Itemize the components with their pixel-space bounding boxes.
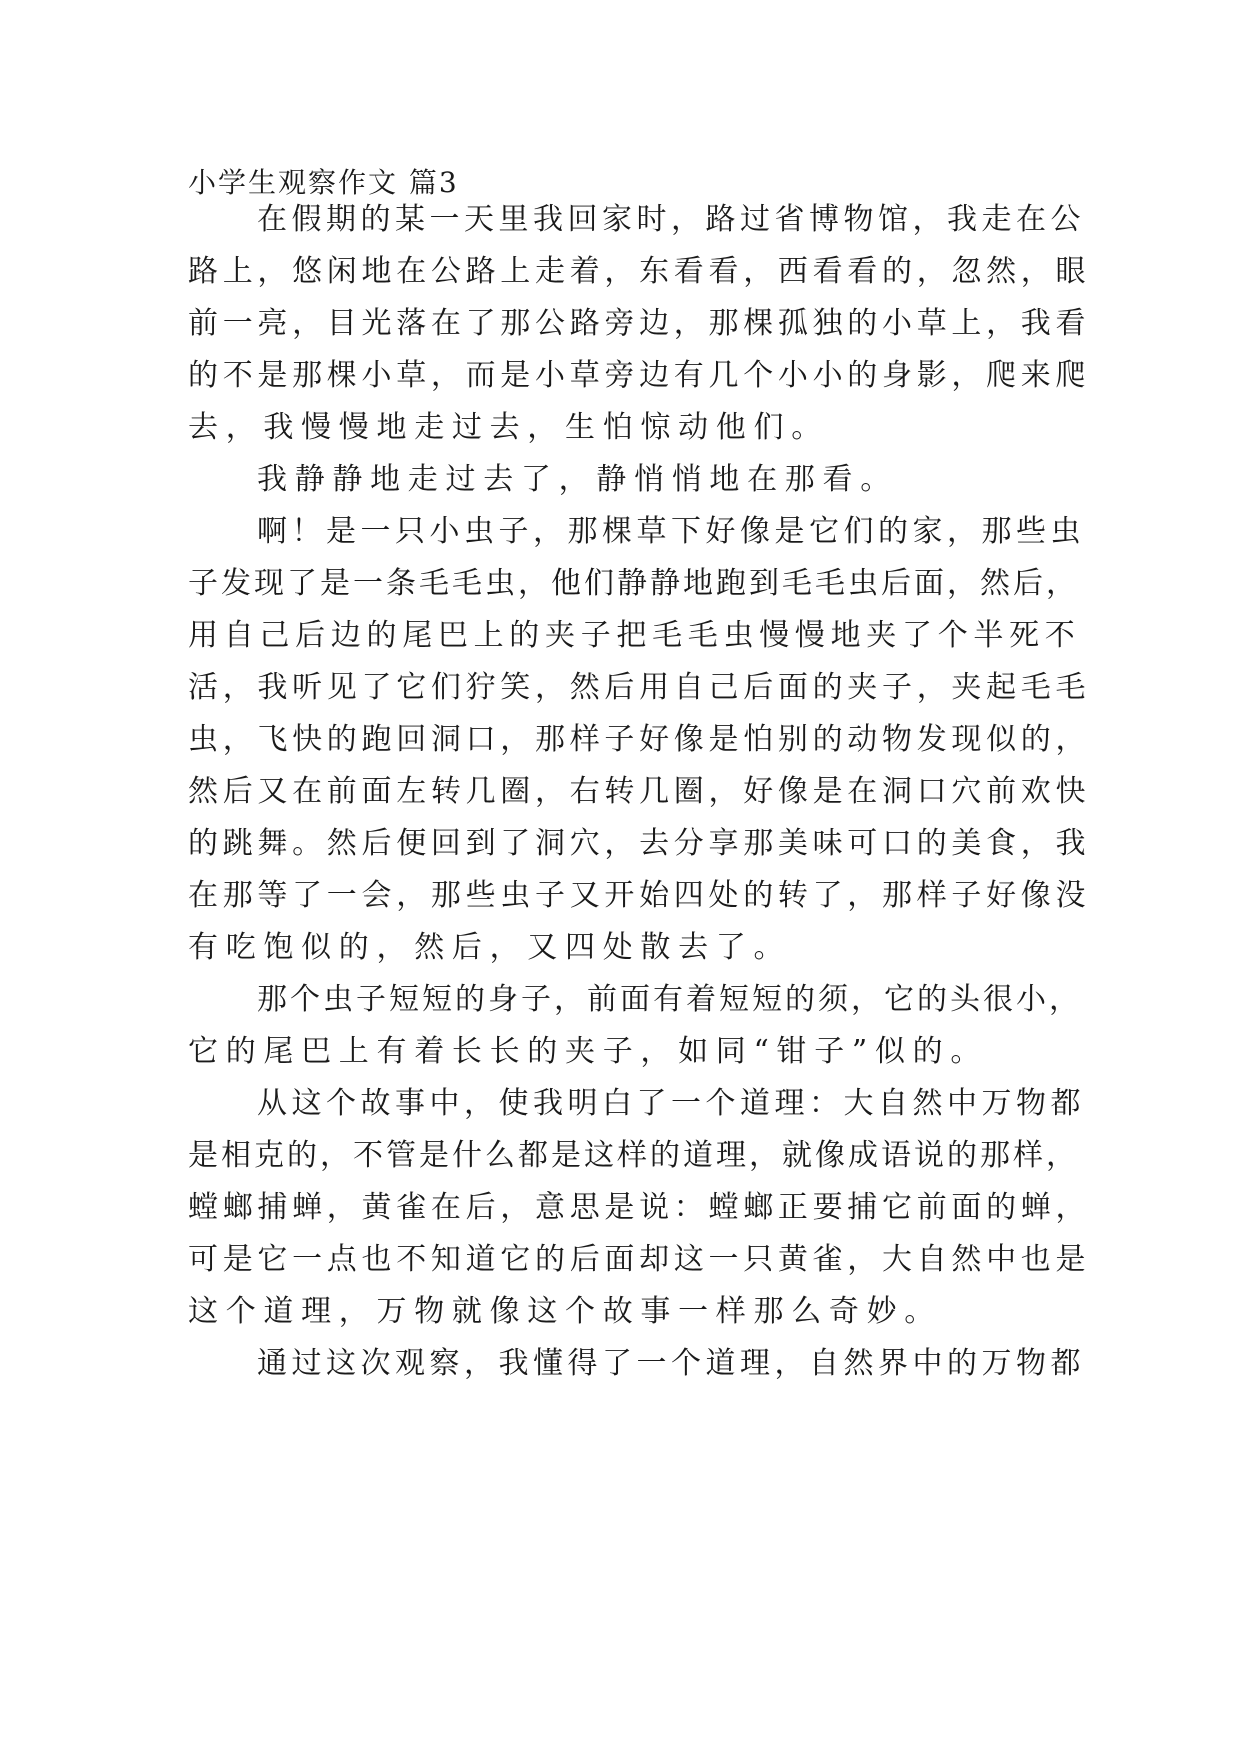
paragraph-line: 螳螂捕蝉，黄雀在后，意思是说：螳螂正要捕它前面的蝉， <box>188 1190 1091 1225</box>
paragraph-line: 的跳舞。然后便回到了洞穴，去分享那美味可口的美食，我 <box>188 826 1091 861</box>
paragraph-line: 虫，飞快的跑回洞口，那样子好像是怕别的动物发现似的， <box>188 722 1091 757</box>
paragraph-line: 路上，悠闲地在公路上走着，东看看，西看看的，忽然，眼 <box>188 254 1091 289</box>
paragraph-line: 前一亮，目光落在了那公路旁边，那棵孤独的小草上，我看 <box>188 306 1091 341</box>
paragraph-line: 在假期的某一天里我回家时，路过省博物馆，我走在公 <box>257 202 1085 237</box>
paragraph-line: 子发现了是一条毛毛虫，他们静静地跑到毛毛虫后面，然后， <box>188 566 1079 601</box>
paragraph-line: 从这个故事中，使我明白了一个道理：大自然中万物都 <box>257 1086 1085 1121</box>
paragraph-line: 这个道理，万物就像这个故事一样那么奇妙。 <box>188 1294 942 1329</box>
paragraph-line: 是相克的，不管是什么都是这样的道理，就像成语说的那样， <box>188 1138 1079 1173</box>
paragraph-line: 的不是那棵小草，而是小草旁边有几个小小的身影，爬来爬 <box>188 358 1091 393</box>
paragraph-line: 通过这次观察，我懂得了一个道理，自然界中的万物都 <box>257 1346 1085 1381</box>
paragraph-line: 它的尾巴上有着长长的夹子，如同“钳子”似的。 <box>188 1034 989 1069</box>
paragraph-line: 去，我慢慢地走过去，生怕惊动他们。 <box>188 410 829 445</box>
paragraph-line: 那个虫子短短的身子，前面有着短短的须，它的头很小， <box>257 982 1082 1017</box>
paragraph-line: 活，我听见了它们狞笑，然后用自己后面的夹子，夹起毛毛 <box>188 670 1091 705</box>
paragraph-line: 可是它一点也不知道它的后面却这一只黄雀，大自然中也是 <box>188 1242 1091 1277</box>
paragraph-line: 我静静地走过去了，静悄悄地在那看。 <box>257 462 898 497</box>
paragraph-line: 有吃饱似的，然后，又四处散去了。 <box>188 930 792 965</box>
paragraph-line: 啊！是一只小虫子，那棵草下好像是它们的家，那些虫 <box>257 514 1085 549</box>
paragraph-line: 用自己后边的尾巴上的夹子把毛毛虫慢慢地夹了个半死不 <box>188 618 1081 653</box>
paragraph-line: 然后又在前面左转几圈，右转几圈，好像是在洞口穴前欢快 <box>188 774 1091 809</box>
document-title: 小学生观察作文 篇3 <box>188 166 459 199</box>
paragraph-line: 在那等了一会，那些虫子又开始四处的转了，那样子好像没 <box>188 878 1091 913</box>
